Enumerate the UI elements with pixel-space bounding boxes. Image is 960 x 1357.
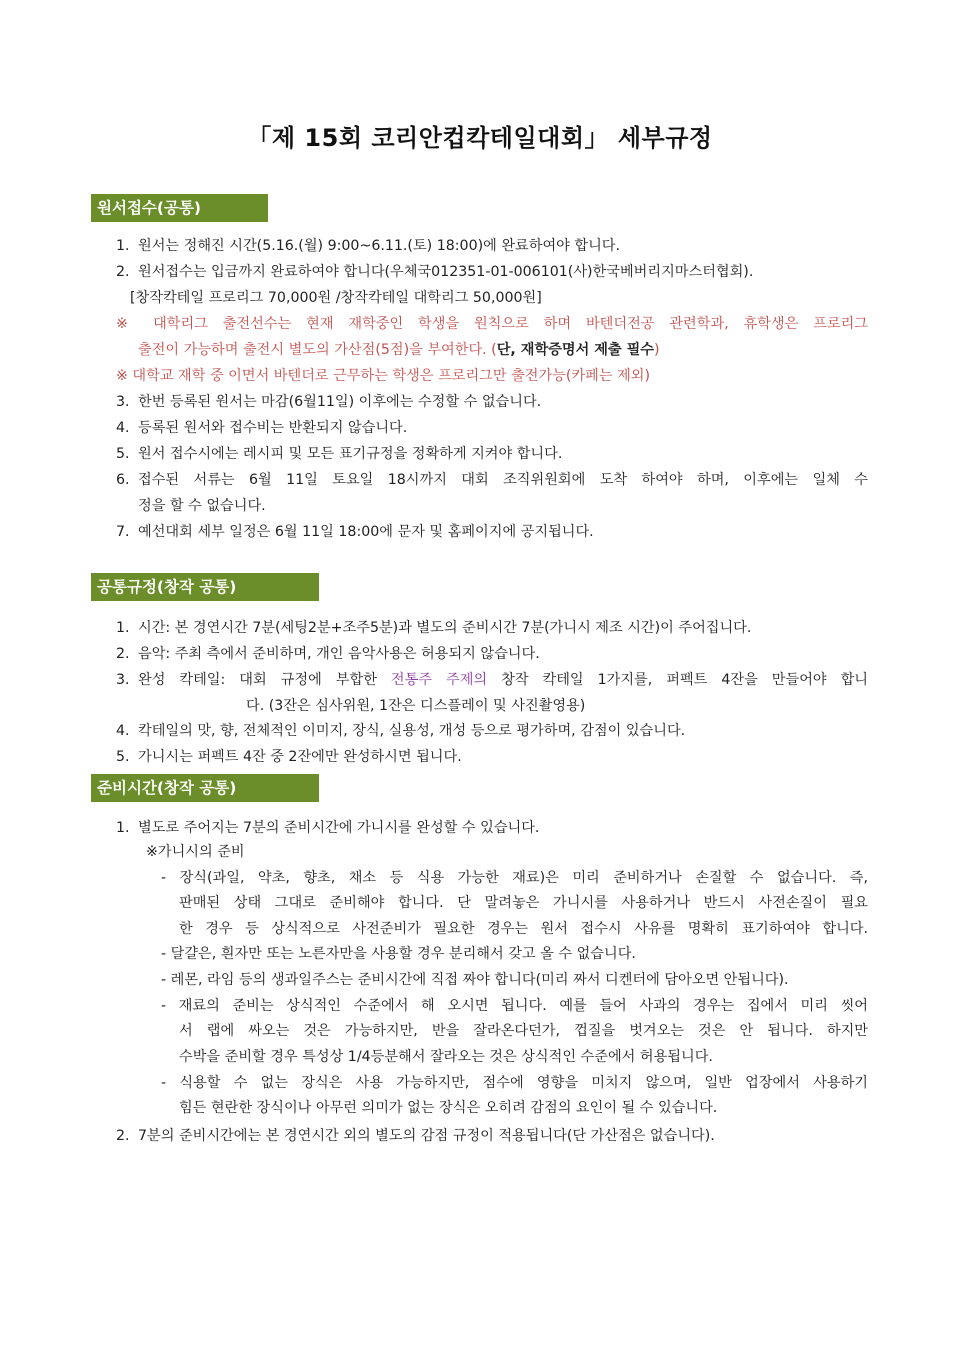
highlight-theme: 전통주 주제의 [390,672,488,688]
list-item-continuation: 다. (3잔은 심사위원, 1잔은 디스플레이 및 사진촬영용) [246,698,586,714]
list-item: 2. 7분의 준비시간에는 본 경연시간 외의 별도의 감점 규정이 적용됩니다(단 가산점은 없습니다). [116,1128,715,1144]
list-item: 2. 음악: 주최 측에서 준비하며, 개인 음악사용은 허용되지 않습니다. [116,646,540,662]
list-item: 1. 별도로 주어지는 7분의 준비시간에 가니시를 완성할 수 있습니다. [116,820,540,836]
bullet-line: - 식용할 수 없는 장식은 사용 가능하지만, 점수에 영향을 미치지 않으며, 일반 업장에서 사용하기 [161,1075,868,1091]
note-university-line2: 출전이 가능하며 출전시 별도의 가산점(5점)을 부여한다. (단, 재학증명서 제출 필수) [138,342,660,358]
section-header-common: 공통규정(창작 공통) [91,573,319,601]
bullet-line: - 재료의 준비는 상식적인 수준에서 해 오시면 됩니다. 예를 들어 사과의 경우는 집에서 미리 씻어 [161,998,868,1014]
page-title: 「제 15회 코리안컵칵테일대회」 세부규정 [247,124,713,152]
bullet-line: - 달걀은, 흰자만 또는 노른자만을 사용할 경우 분리해서 갖고 올 수 없습니다. [161,946,636,962]
note-university-line1: ※ 대학리그 출전선수는 현재 재학중인 학생을 원칙으로 하며 바텐더전공 관련학과, 휴학생은 프로리그 [116,316,868,332]
bullet-line: 한 경우 등 상식적으로 사전준비가 필요한 경우는 원서 접수시 사유를 명확히 표기하여야 합니다. [179,921,868,937]
list-item: 7. 예선대회 세부 일정은 6월 11일 18:00에 문자 및 홈페이지에 공지됩니다. [116,524,594,540]
list-item: 3. 한번 등록된 원서는 마감(6월11일) 이후에는 수정할 수 없습니다. [116,394,542,410]
section-header-application: 원서접수(공통) [91,194,268,222]
bullet-line: 판매된 상태 그대로 준비해야 합니다. 단 말려놓은 가니시를 사용하거나 반드시 사전손질이 필요 [179,895,868,911]
list-item: 4. 칵테일의 맛, 향, 전체적인 이미지, 장식, 실용성, 개성 등으로 평가하며, 감점이 있습니다. [116,723,686,739]
subnote: ※가니시의 준비 [146,844,245,860]
bullet-line: - 장식(과일, 약초, 향초, 채소 등 식용 가능한 재료)은 미리 준비하거나 손질할 수 없습니다. 즉, [161,870,868,886]
list-item: 5. 가니시는 퍼펙트 4잔 중 2잔에만 완성하시면 됩니다. [116,749,462,765]
fee-line: [창작칵테일 프로리그 70,000원 /창작칵테일 대학리그 50,000원] [130,290,542,306]
list-item-continuation: 정을 할 수 없습니다. [138,498,266,514]
section-header-prep: 준비시간(창작 공통) [91,774,319,802]
bullet-line: 수박을 준비할 경우 특성상 1/4등분해서 잘라오는 것은 상식적인 수준에서 허용됩니다. [179,1049,713,1065]
list-item: 5. 원서 접수시에는 레시피 및 모든 표기규정을 정확하게 지켜야 합니다. [116,446,563,462]
bullet-line: 힘든 현란한 장식이나 아무런 의미가 없는 장식은 오히려 감점의 요인이 될 수 있습니다. [179,1100,718,1116]
bullet-line: - 레몬, 라임 등의 생과일주스는 준비시간에 직접 짜야 합니다(미리 짜서 디켄터에 담아오면 안됩니다). [161,972,789,988]
list-item: 3. 완성 칵테일: 대회 규정에 부합한 전통주 주제의 창작 칵테일 1가지를, 퍼펙트 4잔을 만들어야 합니 [116,672,869,688]
list-item: 6. 접수된 서류는 6월 11일 토요일 18시까지 대회 조직위원회에 도착 하여야 하며, 이후에는 일체 수 [116,472,868,488]
list-item: 1. 원서는 정해진 시간(5.16.(월) 9:00~6.11.(토) 18:00)에 완료하여야 합니다. [116,238,621,254]
list-item: 2. 원서접수는 입금까지 완료하여야 합니다(우체국012351-01-006101(사)한국베버리지마스터협회). [116,264,754,280]
note-bartender: ※ 대학교 재학 중 이면서 바텐더로 근무하는 학생은 프로리그만 출전가능(카페는 제외) [116,368,651,384]
list-item: 1. 시간: 본 경연시간 7분(세팅2분+조주5분)과 별도의 준비시간 7분(가니시 제조 시간)이 주어집니다. [116,620,752,636]
bullet-line: 서 랩에 싸오는 것은 가능하지만, 반을 잘라온다던가, 껍질을 벗겨오는 것은 안 됩니다. 하지만 [179,1023,868,1039]
list-item: 4. 등록된 원서와 접수비는 반환되지 않습니다. [116,420,408,436]
